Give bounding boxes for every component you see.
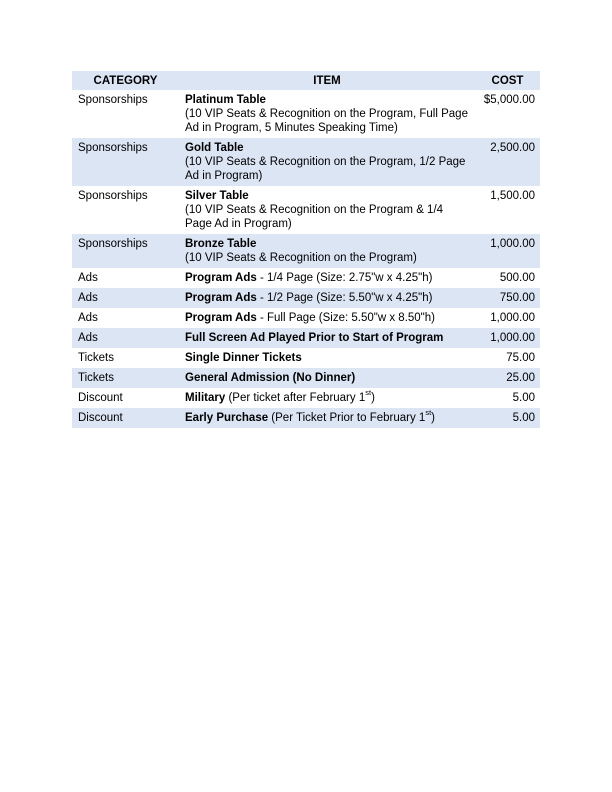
- row-category: Ads: [78, 292, 98, 304]
- row-item: [179, 368, 475, 388]
- row-category: Sponsorships: [78, 238, 148, 250]
- row-category: Tickets: [78, 352, 114, 364]
- row-cost: $5,000.00: [483, 94, 535, 106]
- row-item: [179, 90, 475, 138]
- table-header-row: [72, 71, 540, 90]
- item-name: Program Ads: [185, 312, 257, 324]
- item-name: Gold Table: [185, 142, 244, 154]
- item-name: Military: [185, 392, 226, 404]
- item-detail: (10 VIP Seats & Recognition on the Program, 1/2 Page Ad in Program): [185, 156, 466, 182]
- row-category: Discount: [78, 412, 123, 424]
- item-tail: ): [431, 412, 436, 424]
- table-row: [72, 388, 540, 408]
- row-cost: 5.00: [512, 412, 535, 424]
- row-item: [179, 268, 475, 288]
- item-name: Early Purchase: [185, 412, 269, 424]
- table-row: [72, 408, 540, 428]
- row-item: [179, 186, 475, 234]
- item-detail: (10 VIP Seats & Recognition on the Program, Full Page Ad in Program, 5 Minutes Speaking Time): [185, 108, 468, 134]
- row-cost: 750.00: [499, 292, 535, 304]
- item-name: Program Ads: [185, 272, 257, 284]
- row-category: Sponsorships: [78, 190, 148, 202]
- table-row: [72, 348, 540, 368]
- pricing-table: [72, 71, 540, 428]
- item-detail: (10 VIP Seats & Recognition on the Program & 1/4 Page Ad in Program): [185, 204, 444, 230]
- row-category: Sponsorships: [78, 94, 148, 106]
- row-cost: 1,500.00: [490, 190, 535, 202]
- header-cost: COST: [491, 74, 524, 87]
- row-category: Sponsorships: [78, 142, 148, 154]
- row-category: Ads: [78, 332, 98, 344]
- item-superscript: st: [365, 388, 372, 398]
- table-row: [72, 138, 540, 186]
- table-row: [72, 186, 540, 234]
- table-row: [72, 308, 540, 328]
- table-row: [72, 328, 540, 348]
- table-row: [72, 368, 540, 388]
- row-item: [179, 388, 475, 408]
- table-row: [72, 234, 540, 268]
- item-name: Bronze Table: [185, 238, 257, 250]
- item-name: Program Ads: [185, 292, 257, 304]
- item-suffix: - Full Page (Size: 5.50"w x 8.50"h): [256, 312, 435, 324]
- row-cost: 25.00: [506, 372, 535, 384]
- table-row: [72, 90, 540, 138]
- item-name: Single Dinner Tickets: [185, 352, 302, 364]
- header-item: ITEM: [313, 74, 341, 87]
- row-item: [179, 348, 475, 368]
- row-cost: 75.00: [506, 352, 535, 364]
- item-tail: ): [371, 392, 375, 404]
- row-cost: 500.00: [499, 272, 535, 284]
- table-row: [72, 288, 540, 308]
- item-name: Platinum Table: [185, 94, 266, 106]
- row-category: Tickets: [78, 372, 114, 384]
- row-cost: 5.00: [512, 392, 535, 404]
- item-superscript: st: [425, 408, 432, 418]
- header-category: CATEGORY: [93, 74, 158, 87]
- row-cost: 1,000.00: [490, 238, 535, 250]
- item-detail: (10 VIP Seats & Recognition on the Program): [185, 252, 417, 264]
- item-suffix: (Per ticket after February 1: [225, 392, 366, 404]
- pricing-page: [72, 71, 540, 428]
- row-cost: 1,000.00: [490, 312, 535, 324]
- item-name: Full Screen Ad Played Prior to Start of Program: [185, 332, 444, 344]
- item-suffix: - 1/2 Page (Size: 5.50"w x 4.25"h): [256, 292, 433, 304]
- table-row: [72, 268, 540, 288]
- item-name: General Admission (No Dinner): [185, 372, 356, 384]
- item-name: Silver Table: [185, 190, 249, 202]
- item-suffix: - 1/4 Page (Size: 2.75"w x 4.25"h): [256, 272, 433, 284]
- row-item: [179, 408, 475, 428]
- row-item: [179, 308, 475, 328]
- row-cost: 1,000.00: [490, 332, 535, 344]
- row-item: [179, 138, 475, 186]
- row-category: Ads: [78, 312, 98, 324]
- row-item: [179, 234, 475, 268]
- item-suffix: (Per Ticket Prior to February 1: [268, 412, 426, 424]
- row-category: Discount: [78, 392, 123, 404]
- row-cost: 2,500.00: [490, 142, 535, 154]
- row-item: [179, 288, 475, 308]
- row-category: Ads: [78, 272, 98, 284]
- row-item: [179, 328, 475, 348]
